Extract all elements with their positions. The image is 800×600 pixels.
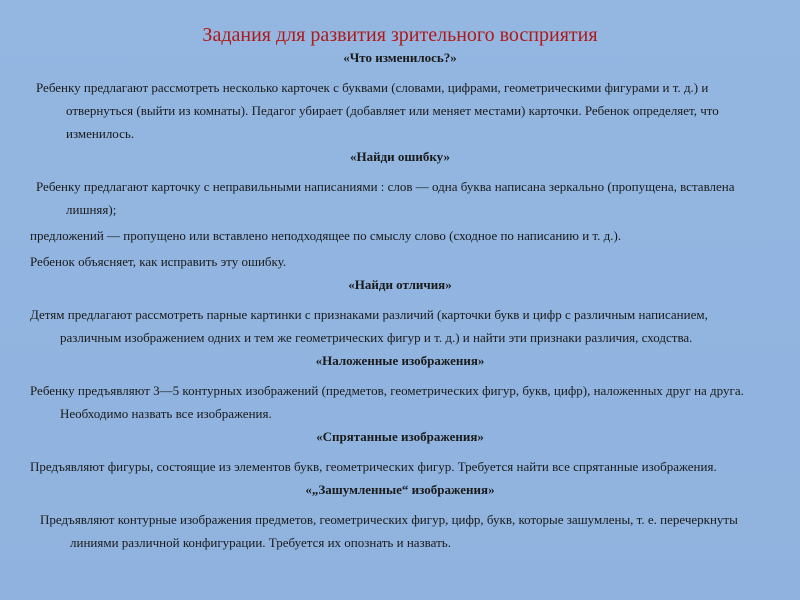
paragraph: Ребенку предъявляют 3—5 контурных изображений (предметов, геометрических фигур, букв, цифр), наложенных друг на друга. Необходимо назвать все изображения. (30, 383, 744, 421)
paragraph: Предъявляют контурные изображения предметов, геометрических фигур, цифр, букв, которые зашумлены, т. е. перечеркнуты линиями различной конфигурации. Требуется их опознать и назвать. (40, 512, 738, 550)
slide-content (30, 50, 770, 557)
section-heading-find-differences: «Найди отличия» (348, 277, 452, 292)
paragraph: предложений — пропущено или вставлено неподходящее по смыслу слово (сходное по написанию и т. д.). (30, 228, 622, 243)
section-heading-noisy-images: «„Зашумленные“ изображения» (305, 482, 495, 497)
paragraph: Ребенку предлагают карточку с неправильными написаниями : слов — одна буква написана зеркально (пропущена, вставлена лишняя); (36, 179, 735, 217)
paragraph: Ребенку предлагают рассмотреть несколько карточек с буквами (словами, цифрами, геометрическими фигурами и т. д.) и отвернуться (выйти из комнаты). Педагог убирает (добавляет или меняет местами) карточки. Ребенок определяет, что изменилось. (36, 80, 719, 141)
paragraph: Детям предлагают рассмотреть парные картинки с признаками различий (карточки букв и цифр с различным написанием, различным изображением одних и тем же геометрических фигур и т. д.) и найти эти признаки различия, сходства. (30, 307, 708, 345)
section-heading-what-changed: «Что изменилось?» (343, 50, 457, 65)
slide-title: Задания для развития зрительного восприятия (202, 24, 598, 46)
section-heading-overlapping-images: «Наложенные изображения» (315, 353, 485, 368)
paragraph: Предъявляют фигуры, состоящие из элементов букв, геометрических фигур. Требуется найти все спрятанные изображения. (30, 459, 717, 474)
section-heading-hidden-images: «Спрятанные изображения» (316, 429, 484, 444)
paragraph: Ребенок объясняет, как исправить эту ошибку. (30, 254, 287, 269)
section-heading-find-error: «Найди ошибку» (349, 149, 450, 164)
